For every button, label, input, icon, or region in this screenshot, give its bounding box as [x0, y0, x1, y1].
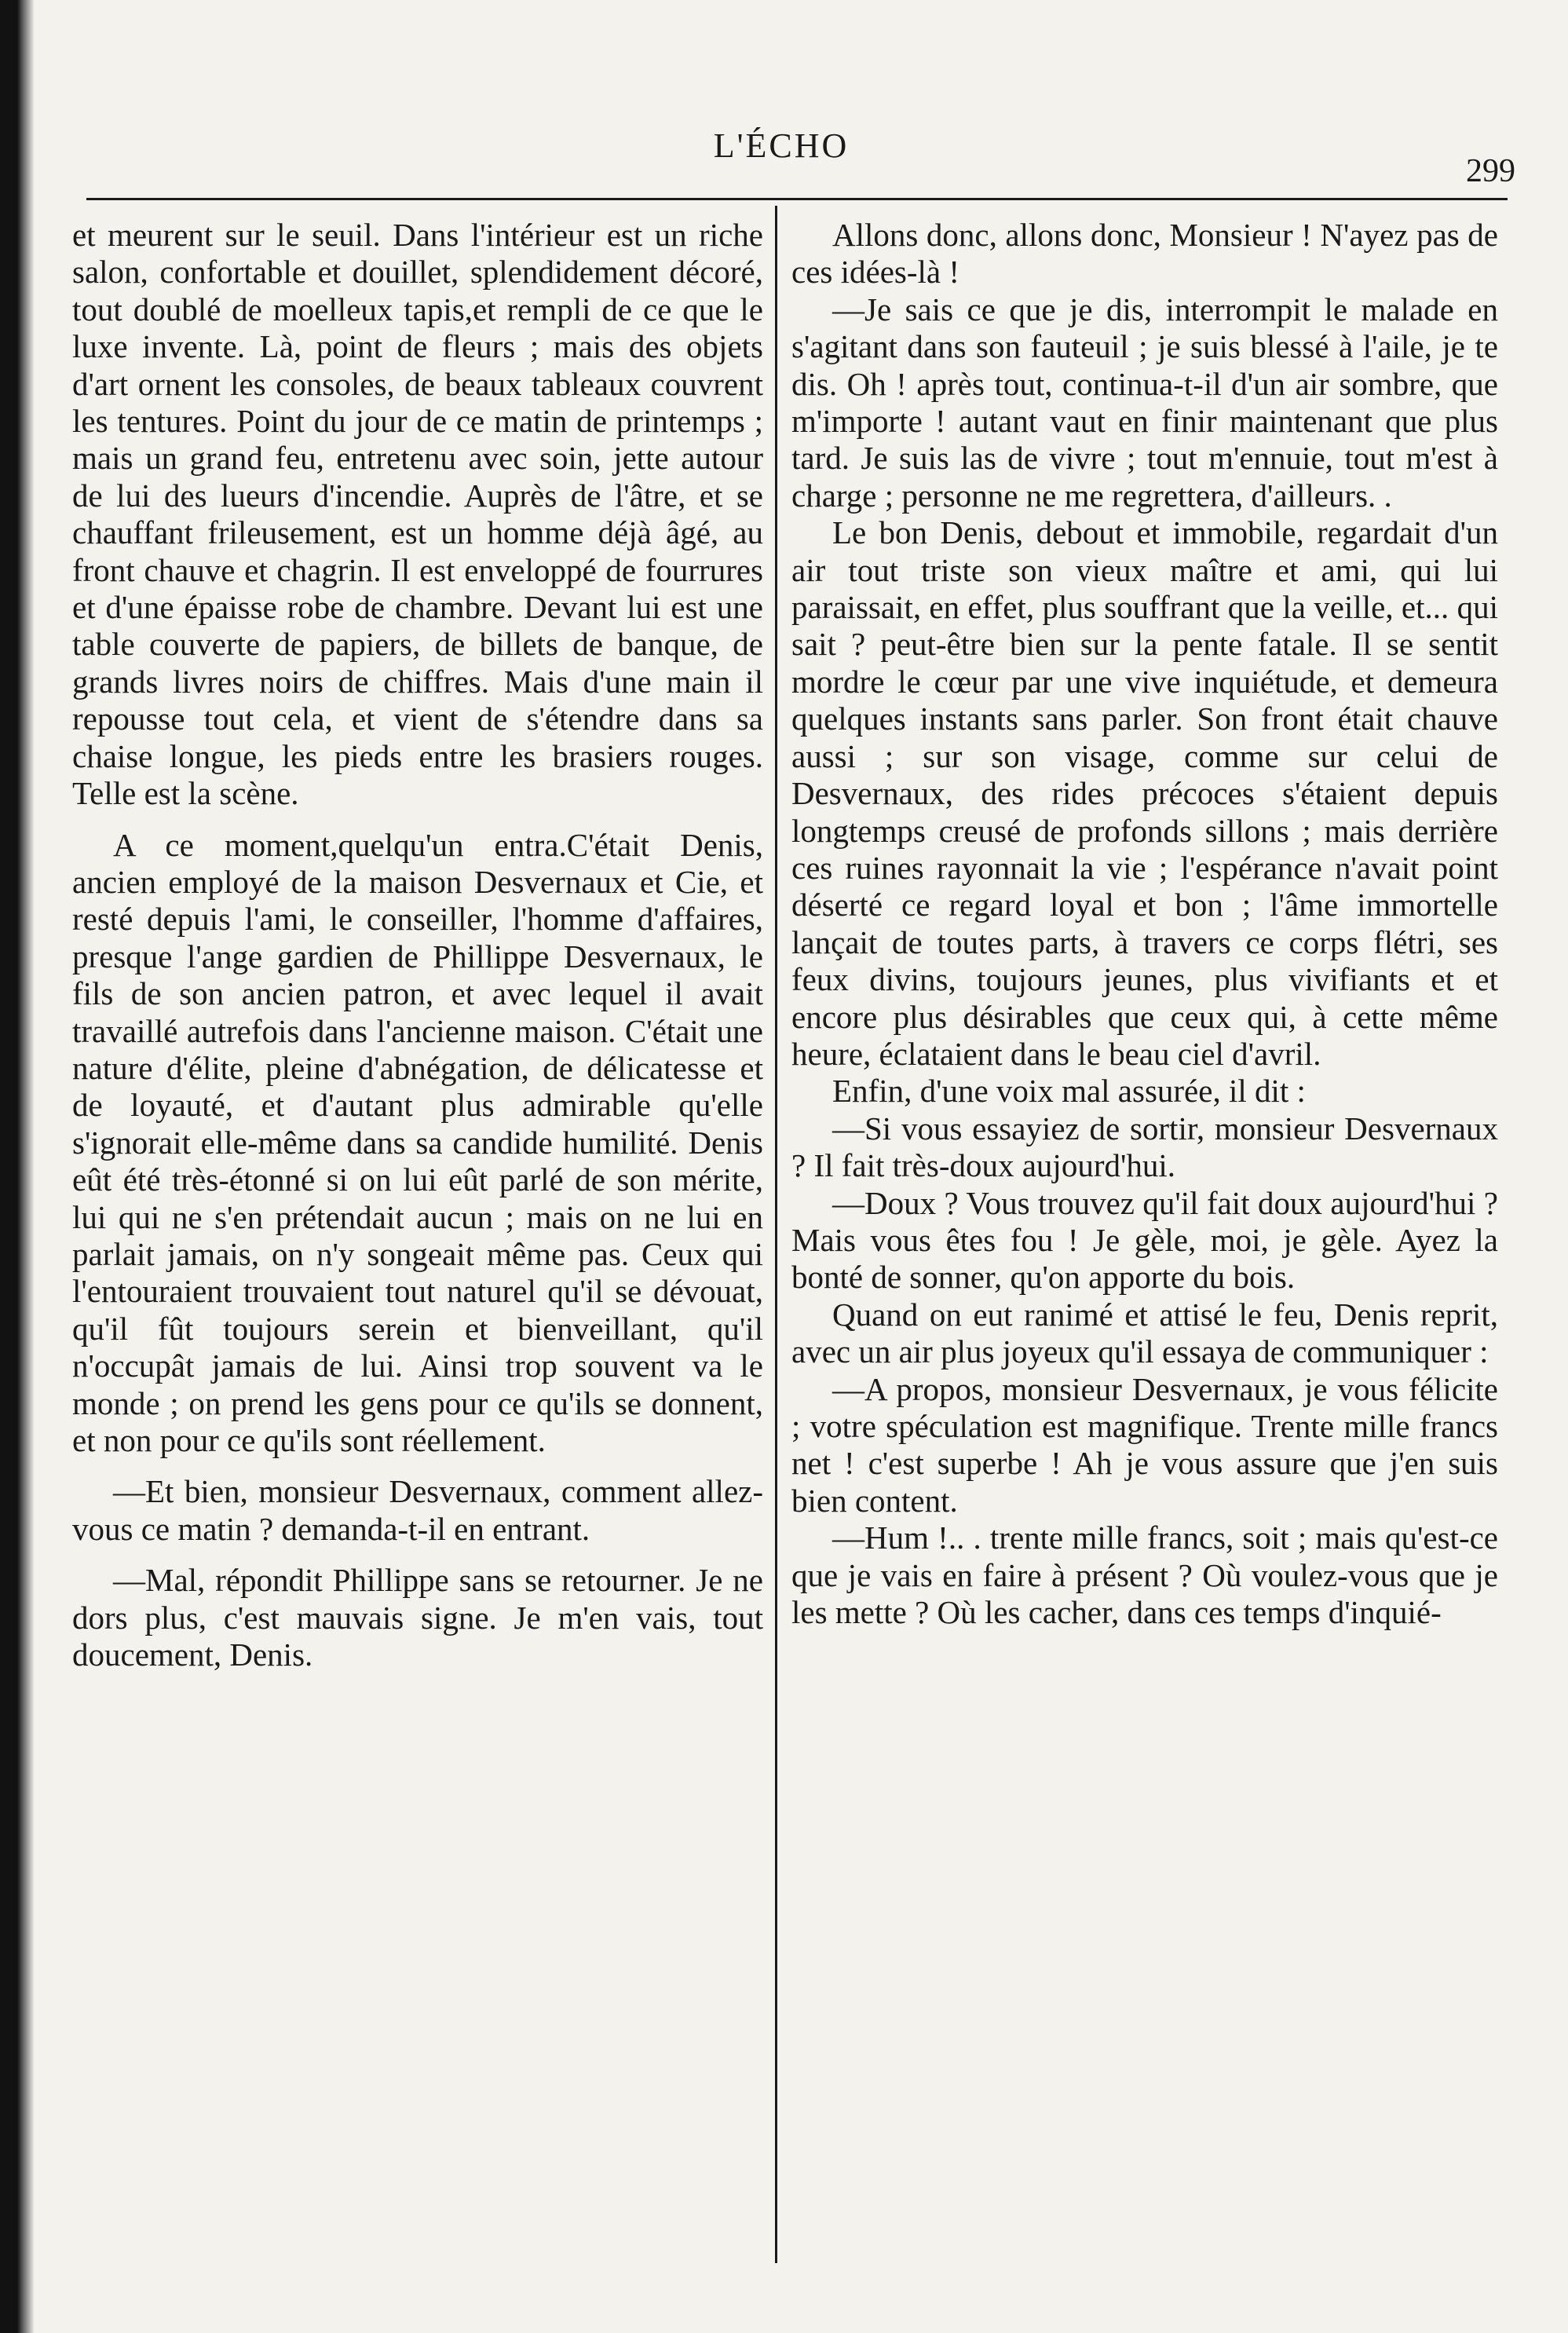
paragraph: —Si vous essayiez de sortir, monsieur Desvernaux ? Il fait très-doux aujourd'hui. — [791, 1110, 1498, 1184]
paragraph: Allons donc, allons donc, Monsieur ! N'ayez pas de ces idées-là ! — [791, 217, 1498, 291]
page-number: 299 — [1466, 153, 1515, 189]
paragraph: Enfin, d'une voix mal assurée, il dit : — [832, 1073, 1306, 1110]
paragraph: A ce moment,quelqu'un entra.C'était Denis, ancien employé de la maison Desvernaux et Cie, et resté depuis l'ami, le conseiller, l'homme d'affaires, presque l'ange gardien de Phillippe Desvernaux, le fils de son ancien patron, et avec lequel il avait travaillé autrefois dans l'ancienne maison. C'était une nature d'élite, pleine d'abnégation, de délicatesse et de loyauté, et d'autant plus admirable qu'elle s'ignorait elle-même dans sa candide humilité. Denis eût été très-étonné si on lui eût parlé de son mérite, lui qui ne s'en prétendait aucun ; mais on ne lui en parlait jamais, on n'y songeait même pas. Ceux qui l'entouraient trouvaient tout naturel qu'il se dévouat, qu'il fût toujours serein et bienveillant, qu'il n'occupât jamais de lui. Ainsi trop souvent va le monde ; on prend les gens pour ce qu'ils se donnent, et non pour ce qu'ils sont réellement. — [72, 826, 763, 1458]
paragraph: —Doux ? Vous trouvez qu'il fait doux aujourd'hui ? Mais vous êtes fou ! Je gèle, moi, je gèle. Ayez la bonté de sonner, qu'on apporte du bois. — [791, 1184, 1498, 1296]
paragraph: —Je sais ce que je dis, interrompit le malade en s'agitant dans son fauteuil ; je suis blessé à l'aile, je te dis. Oh ! après tout, continua-t-il d'un air sombre, que m'importe ! autant vaut en finir maintenant que plus tard. Je suis las de vivre ; tout m'ennuie, tout m'est à charge ; personne ne me regrettera, d'ailleurs. . — [791, 291, 1498, 514]
header-rule — [86, 198, 1508, 200]
paragraph: Quand on eut ranimé et attisé le feu, Denis reprit, avec un air plus joyeux qu'il essaya de communiquer : — [791, 1296, 1498, 1370]
paragraph: —Hum !.. . trente mille francs, soit ; mais qu'est-ce que je vais en faire à présent ? Où voulez-vous que je les mette ? Où les cacher, dans ces temps d'inquié- — [791, 1519, 1498, 1631]
right-column — [791, 217, 1498, 1631]
paragraph: —Mal, répondit Phillippe sans se retourner. Je ne dors plus, c'est mauvais signe. Je m'en vais, tout doucement, Denis. — [72, 1562, 763, 1673]
paragraph: et meurent sur le seuil. Dans l'intérieur est un riche salon, confortable et douillet, splendidement décoré, tout doublé de moelleux tapis,et rempli de ce que le luxe invente. Là, point de fleurs ; mais des objets d'art ornent les consoles, de beaux tableaux couvrent les tentures. Point du jour de ce matin de printemps ; mais un grand feu, entretenu avec soin, jette autour de lui des lueurs d'incendie. Auprès de l'âtre, et se chauffant frileusement, est un homme déjà âgé, au front chauve et chagrin. Il est enveloppé de fourrures et d'une épaisse robe de chambre. Devant lui est une table couverte de papiers, de billets de banque, de grands livres noirs de chiffres. Mais d'une main il repousse tout cela, et vient de s'étendre dans sa chaise longue, les pieds entre les brasiers rouges. Telle est la scène. — [72, 217, 763, 812]
paragraph: Le bon Denis, debout et immobile, regardait d'un air tout triste son vieux maître et ami, qui lui paraissait, en effet, plus souffrant que la veille, et... qui sait ? peut-être bien sur la pente fatale. Il se sentit mordre le cœur par une vive inquiétude, et demeura quelques instants sans parler. Son front était chauve aussi ; sur son visage, comme sur celui de Desvernaux, des rides précoces s'étaient depuis longtemps creusé de profonds sillons ; mais derrière ces ruines rayonnait la vie ; l'espérance n'avait point déserté ce regard loyal et bon ; l'âme immortelle lançait de toutes parts, à travers ce corps flétri, ses feux divins, toujours jeunes, plus vivifiants et et encore plus désirables que ceux qui, à cette même heure, éclataient dans le beau ciel d'avril. — [791, 514, 1498, 1072]
page-header — [63, 118, 1515, 189]
paragraph: —A propos, monsieur Desvernaux, je vous félicite ; votre spéculation est magnifique. Trente mille francs net ! c'est superbe ! Ah je vous assure que j'en suis bien content. — [791, 1370, 1498, 1519]
column-divider — [775, 206, 777, 2263]
running-title: L'ÉCHO — [713, 126, 850, 165]
scanned-page-edge — [0, 0, 35, 2333]
left-column — [72, 217, 763, 1673]
paragraph: —Et bien, monsieur Desvernaux, comment allez-vous ce matin ? demanda-t-il en entrant. — [72, 1473, 763, 1547]
